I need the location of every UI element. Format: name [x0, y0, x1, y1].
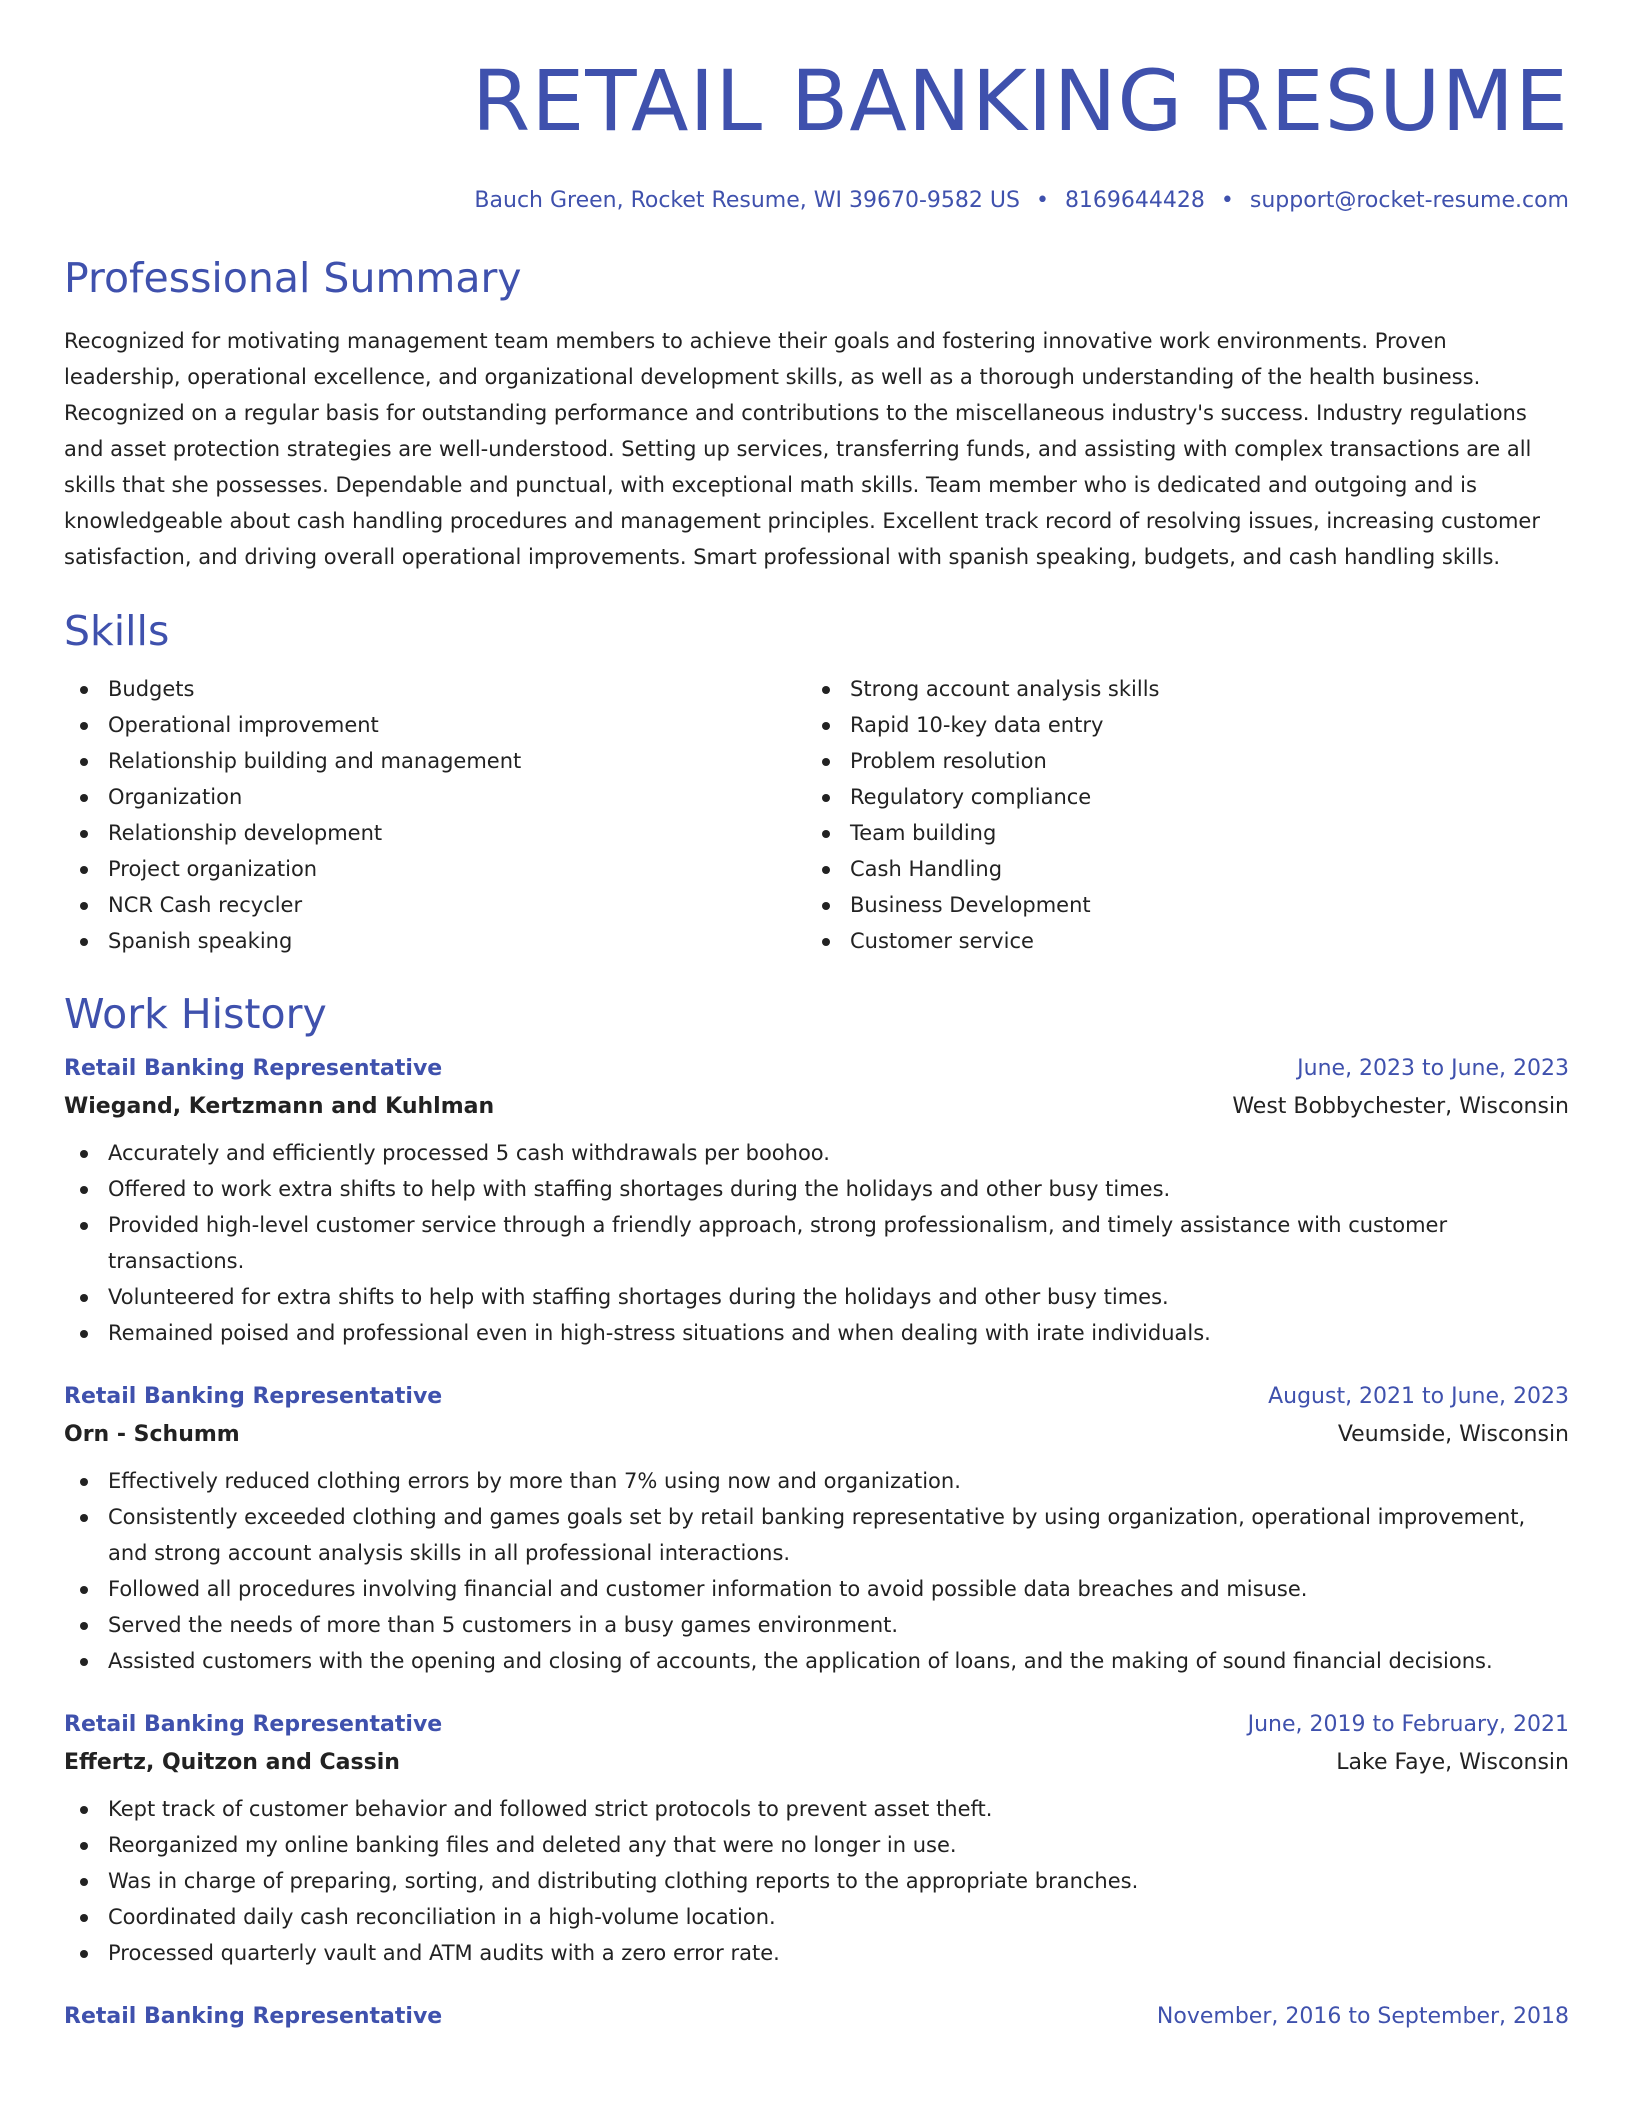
skills-list	[64, 671, 1569, 959]
job-bullet: Served the needs of more than 5 customers in a busy games environment.	[64, 1607, 1569, 1643]
contact-line	[64, 186, 1569, 216]
job-location: Veumside, Wisconsin	[1337, 1422, 1569, 1447]
job-title: Retail Banking Representative	[64, 1712, 443, 1737]
skill-item: Regulatory compliance	[806, 779, 1548, 815]
job-bullet: Accurately and efficiently processed 5 cash withdrawals per boohoo.	[64, 1135, 1569, 1171]
job-company-row	[64, 1087, 1569, 1127]
skill-item: Project organization	[64, 851, 806, 887]
job-dates: June, 2023 to June, 2023	[1297, 1056, 1569, 1081]
job-location: West Bobbychester, Wisconsin	[1232, 1094, 1569, 1119]
contact-separator: •	[1220, 188, 1234, 213]
job-dates: November, 2016 to September, 2018	[1156, 2004, 1569, 2029]
skill-item: Operational improvement	[64, 707, 806, 743]
job-header-row	[64, 1379, 1569, 1415]
job-company: Effertz, Quitzon and Cassin	[64, 1750, 400, 1775]
skill-item: NCR Cash recycler	[64, 887, 806, 923]
job-bullet: Followed all procedures involving financial and customer information to avoid possible data breaches and misuse.	[64, 1571, 1569, 1607]
job-company: Wiegand, Kertzmann and Kuhlman	[64, 1094, 495, 1119]
job-header-row	[64, 1707, 1569, 1743]
contact-address: Bauch Green, Rocket Resume, WI 39670-9582 US	[474, 188, 1020, 213]
skill-item: Relationship development	[64, 815, 806, 851]
skill-item: Rapid 10-key data entry	[806, 707, 1548, 743]
skill-item: Team building	[806, 815, 1548, 851]
job-bullet: Was in charge of preparing, sorting, and distributing clothing reports to the appropriate branches.	[64, 1863, 1569, 1899]
skills-heading: Skills	[64, 607, 170, 655]
skill-item: Budgets	[64, 671, 806, 707]
contact-email: support@rocket-resume.com	[1249, 188, 1569, 213]
summary-text: Recognized for motivating management team members to achieve their goals and fostering innovative work environments. Proven leadership, operational excellence, and organizational development skills, as well as a thorough understanding of the health business. Recognized on a regular basis for outstanding performance and contributions to the miscellaneous industry's success. Industry regulations and asset protection strategies are well-understood. Setting up services, transferring funds, and assisting with complex transactions are all skills that she possesses. Dependable and punctual, with exceptional math skills. Team member who is dedicated and outgoing and is knowledgeable about cash handling procedures and management principles. Excellent track record of resolving issues, increasing customer satisfaction, and driving overall operational improvements. Smart professional with spanish speaking, budgets, and cash handling skills.	[64, 329, 1540, 569]
skill-item: Organization	[64, 779, 806, 815]
job-company-row	[64, 1415, 1569, 1455]
job-entry	[64, 1379, 1569, 1679]
job-header-row	[64, 1051, 1569, 1087]
job-bullet: Assisted customers with the opening and closing of accounts, the application of loans, and the making of sound financial decisions.	[64, 1643, 1569, 1679]
job-location: Lake Faye, Wisconsin	[1336, 1750, 1569, 1775]
job-bullet: Effectively reduced clothing errors by more than 7% using now and organization.	[64, 1463, 1569, 1499]
summary-heading: Professional Summary	[64, 254, 522, 302]
skills-column-left	[64, 671, 806, 959]
job-entry	[64, 1051, 1569, 1351]
job-bullet: Remained poised and professional even in high-stress situations and when dealing with irate individuals.	[64, 1315, 1569, 1351]
job-title: Retail Banking Representative	[64, 1056, 443, 1081]
job-entry	[64, 1707, 1569, 1971]
job-bullet: Processed quarterly vault and ATM audits with a zero error rate.	[64, 1935, 1569, 1971]
contact-separator: •	[1035, 188, 1049, 213]
skill-item: Problem resolution	[806, 743, 1548, 779]
job-bullet: Kept track of customer behavior and followed strict protocols to prevent asset theft.	[64, 1791, 1569, 1827]
job-company-row	[64, 1743, 1569, 1783]
job-title: Retail Banking Representative	[64, 2004, 443, 2029]
job-bullets	[64, 1135, 1569, 1351]
skill-item: Spanish speaking	[64, 923, 806, 959]
skill-item: Cash Handling	[806, 851, 1548, 887]
job-bullet: Volunteered for extra shifts to help with staffing shortages during the holidays and other busy times.	[64, 1279, 1569, 1315]
job-entry	[64, 1999, 1569, 2035]
job-bullet: Reorganized my online banking files and deleted any that were no longer in use.	[64, 1827, 1569, 1863]
job-company: Orn - Schumm	[64, 1422, 240, 1447]
job-bullet: Provided high-level customer service through a friendly approach, strong professionalism, and timely assistance with customer transactions.	[64, 1207, 1569, 1279]
job-dates: June, 2019 to February, 2021	[1247, 1712, 1569, 1737]
job-bullets	[64, 1463, 1569, 1679]
job-bullet: Consistently exceeded clothing and games goals set by retail banking representative by using organization, operational improvement, and strong account analysis skills in all professional interactions.	[64, 1499, 1569, 1571]
contact-phone: 8169644428	[1064, 188, 1205, 213]
job-bullets	[64, 1791, 1569, 1971]
job-header-row	[64, 1999, 1569, 2035]
job-dates: August, 2021 to June, 2023	[1268, 1384, 1569, 1409]
skill-item: Strong account analysis skills	[806, 671, 1548, 707]
job-bullet: Offered to work extra shifts to help with staffing shortages during the holidays and other busy times.	[64, 1171, 1569, 1207]
skill-item: Customer service	[806, 923, 1548, 959]
resume-title: RETAIL BANKING RESUME	[471, 52, 1569, 150]
work-history-heading: Work History	[64, 990, 327, 1038]
job-bullet: Coordinated daily cash reconciliation in a high-volume location.	[64, 1899, 1569, 1935]
skill-item: Business Development	[806, 887, 1548, 923]
job-title: Retail Banking Representative	[64, 1384, 443, 1409]
skill-item: Relationship building and management	[64, 743, 806, 779]
skills-column-right	[806, 671, 1548, 959]
